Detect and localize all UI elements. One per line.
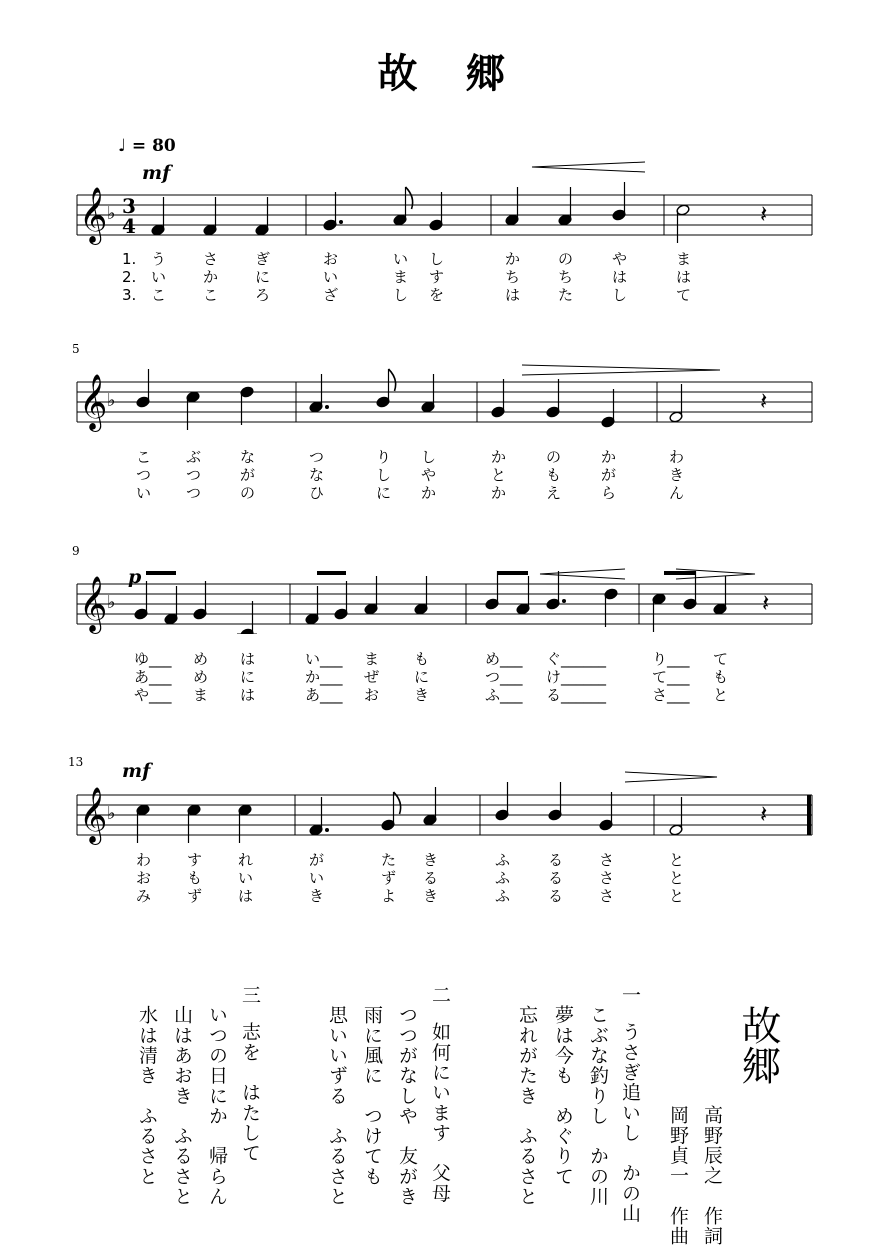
page-title: 故 郷 (377, 51, 510, 97)
lyric-syllable: ま (676, 250, 692, 268)
lyric-syllable: ふ (495, 887, 511, 905)
lyric-syllable: お (323, 250, 339, 268)
verse-line: いつの日にか 帰らん (206, 1005, 228, 1207)
lyric-syllable: ち (505, 268, 521, 286)
lyric-syllable: て (713, 650, 729, 668)
lyric-syllable: が (240, 466, 256, 484)
lyric-syllable: ま (393, 268, 409, 286)
lyric-syllable: す (429, 268, 445, 286)
lyric-syllable: め (193, 650, 209, 668)
lyric-syllable: ひ (309, 484, 325, 502)
quarter-rest-icon: 𝄽 (760, 387, 768, 415)
lyric-syllable: ふ (495, 851, 511, 869)
lyric-syllable: わ (669, 448, 685, 466)
verse-line: 山はあおき ふるさと (171, 1005, 193, 1207)
lyric-syllable: な (240, 448, 256, 466)
verse-line: 思いいずる ふるさと (326, 1005, 348, 1207)
verse-line: こぶな釣りし かの川 (587, 1005, 609, 1207)
lyric-syllable: け______ (546, 668, 607, 686)
lyric-syllable: し (376, 466, 392, 484)
lyric-syllable: ま (364, 650, 380, 668)
lyric-syllable: と (669, 887, 685, 905)
lyric-syllable: か (491, 448, 507, 466)
lyric-syllable: も (546, 466, 562, 484)
lyric-syllable: や___ (134, 686, 172, 704)
verse-number: 二 (429, 985, 451, 1006)
lyric-syllable: こ (151, 286, 167, 304)
lyric-syllable: い (323, 268, 339, 286)
lyric-syllable: さ (599, 869, 615, 887)
lyric-syllable: も (187, 869, 203, 887)
verse-line: 夢は今も めぐりて (552, 1005, 574, 1187)
crescendo-hairpin (532, 162, 645, 172)
verse-line: うさぎ追いし かの山 (619, 1022, 641, 1224)
measure-number: 5 (72, 342, 80, 356)
verse-line: 忘れがたき ふるさと (516, 1005, 538, 1207)
dynamic-marking: mf (142, 162, 171, 184)
treble-clef-icon: 𝄞 (79, 576, 108, 632)
dynamic-marking: p (128, 566, 142, 588)
lyric-syllable: に (255, 268, 271, 286)
lyric-syllable: の (558, 250, 574, 268)
quarter-rest-icon: 𝄽 (760, 200, 768, 228)
lyric-syllable: な (309, 466, 325, 484)
lyric-syllable: を (429, 286, 445, 304)
lyric-syllable: よ (381, 887, 397, 905)
lyric-syllable: が (601, 466, 617, 484)
lyric-syllable: き (414, 686, 430, 704)
quarter-rest-icon: 𝄽 (762, 589, 770, 617)
treble-clef-icon: 𝄞 (79, 187, 108, 243)
lyric-syllable: は (240, 686, 256, 704)
lyric-syllable: き (423, 851, 439, 869)
lyric-syllable: た (558, 286, 574, 304)
verse-line: 志を はたして (239, 1022, 261, 1163)
lyric-syllable: が (309, 851, 325, 869)
lyric-syllable: て___ (652, 668, 690, 686)
lyric-syllable: た (381, 851, 397, 869)
lyric-syllable: る (548, 887, 564, 905)
lyric-syllable: め___ (485, 650, 523, 668)
lyric-syllable: る (423, 869, 439, 887)
lyric-syllable: こ (203, 286, 219, 304)
lyric-syllable: り___ (652, 650, 690, 668)
tempo-marking: ♩ = 80 (118, 136, 176, 156)
lyric-syllable: は (505, 286, 521, 304)
time-sig-top: 3 (122, 194, 136, 218)
lyric-syllable: う (151, 250, 167, 268)
lyric-syllable: と (669, 869, 685, 887)
lyric-syllable: い (136, 484, 152, 502)
lyric-syllable: ふ (495, 869, 511, 887)
treble-clef-icon: 𝄞 (79, 374, 108, 430)
lyric-syllable: お (136, 869, 152, 887)
crescendo-hairpin (540, 569, 625, 579)
lyric-syllable: さ (599, 887, 615, 905)
lyric-syllable: ま (193, 686, 209, 704)
diminuendo-hairpin (522, 365, 720, 375)
lyric-syllable: と (491, 466, 507, 484)
lyric-syllable: き (669, 466, 685, 484)
lyric-syllable: て (676, 286, 692, 304)
lyric-syllable: め (193, 668, 209, 686)
verse-number: 3. (122, 286, 137, 304)
time-sig-bottom: 4 (122, 214, 136, 238)
lyric-syllable: ぜ (364, 668, 380, 686)
lyric-syllable: こ (136, 448, 152, 466)
diminuendo-hairpin (676, 569, 755, 579)
treble-clef-icon: 𝄞 (79, 787, 108, 843)
verse-number: 一 (619, 985, 641, 1006)
lyric-syllable: し (421, 448, 437, 466)
lyric-syllable: あ___ (305, 686, 343, 704)
lyric-syllable: さ___ (652, 686, 690, 704)
dynamic-marking: mf (122, 760, 151, 782)
flat-key-icon: ♭ (107, 203, 116, 224)
composer-credit: 岡野貞一 作曲 (667, 1105, 689, 1246)
lyric-syllable: は (612, 268, 628, 286)
lyric-syllable: も (713, 668, 729, 686)
lyric-syllable: り (376, 448, 392, 466)
flat-key-icon: ♭ (107, 592, 116, 613)
lyric-syllable: ぶ (186, 448, 202, 466)
lyric-syllable: ざ (323, 286, 339, 304)
diminuendo-hairpin (625, 772, 717, 782)
verse-line: 水は清き ふるさと (136, 1005, 158, 1187)
lyric-syllable: ゆ___ (134, 650, 172, 668)
lyric-syllable: は (238, 887, 254, 905)
lyric-syllable: ず (381, 869, 397, 887)
flat-key-icon: ♭ (107, 390, 116, 411)
lyric-syllable: ち (558, 268, 574, 286)
lyric-syllable: る______ (546, 686, 607, 704)
measure-number: 13 (68, 755, 84, 769)
lyric-syllable: つ (136, 466, 152, 484)
lyric-syllable: る (548, 851, 564, 869)
lyric-syllable: は (240, 650, 256, 668)
lyric-syllable: い (309, 869, 325, 887)
lyricist-credit: 高野辰之 作詞 (701, 1105, 723, 1246)
lyric-syllable: あ___ (134, 668, 172, 686)
lyric-syllable: か (505, 250, 521, 268)
lyric-syllable: に (376, 484, 392, 502)
lyric-syllable: い___ (305, 650, 343, 668)
lyric-syllable: ぐ______ (546, 650, 607, 668)
lyric-syllable: ろ (255, 286, 271, 304)
lyric-syllable: る (548, 869, 564, 887)
lyric-syllable: し (429, 250, 445, 268)
lyric-syllable: や (612, 250, 628, 268)
lyric-syllable: ぎ (255, 250, 271, 268)
lyric-syllable: ん (669, 484, 685, 502)
lyric-syllable: か___ (305, 668, 343, 686)
lyric-syllable: つ (186, 484, 202, 502)
lyric-syllable: い (393, 250, 409, 268)
lyric-syllable: の (240, 484, 256, 502)
lyric-syllable: み (136, 887, 152, 905)
lyric-syllable: つ___ (485, 668, 523, 686)
lyric-syllable: か (491, 484, 507, 502)
lyric-syllable: と (713, 686, 729, 704)
lyric-syllable: に (240, 668, 256, 686)
verse-title: 故郷 (735, 1005, 781, 1085)
verse-line: つつがなしや 友がき (396, 1005, 418, 1207)
lyric-syllable: か (203, 268, 219, 286)
lyric-syllable: い (151, 268, 167, 286)
lyric-syllable: し (393, 286, 409, 304)
lyric-syllable: さ (203, 250, 219, 268)
lyric-syllable: え (546, 484, 562, 502)
verse-number: 1. (122, 250, 137, 268)
lyric-syllable: お (364, 686, 380, 704)
verse-line: 雨に風に つけても (361, 1005, 383, 1187)
lyric-syllable: ず (187, 887, 203, 905)
lyric-syllable: き (309, 887, 325, 905)
lyric-syllable: つ (186, 466, 202, 484)
lyric-syllable: か (601, 448, 617, 466)
lyric-syllable: や (421, 466, 437, 484)
lyric-syllable: は (676, 268, 692, 286)
verse-number: 三 (239, 985, 261, 1006)
flat-key-icon: ♭ (107, 803, 116, 824)
lyric-syllable: と (669, 851, 685, 869)
lyric-syllable: つ (309, 448, 325, 466)
lyric-syllable: す (187, 851, 203, 869)
lyric-syllable: さ (599, 851, 615, 869)
measure-number: 9 (72, 544, 80, 558)
lyric-syllable: か (421, 484, 437, 502)
lyric-syllable: い (238, 869, 254, 887)
quarter-rest-icon: 𝄽 (760, 800, 768, 828)
lyric-syllable: に (414, 668, 430, 686)
verse-line: 如何にいます 父母 (429, 1022, 451, 1204)
lyric-syllable: ら (601, 484, 617, 502)
lyric-syllable: の (546, 448, 562, 466)
lyric-syllable: れ (238, 851, 254, 869)
lyric-syllable: わ (136, 851, 152, 869)
verse-number: 2. (122, 268, 137, 286)
lyric-syllable: き (423, 887, 439, 905)
lyric-syllable: ふ___ (485, 686, 523, 704)
lyric-syllable: し (612, 286, 628, 304)
lyric-syllable: も (414, 650, 430, 668)
